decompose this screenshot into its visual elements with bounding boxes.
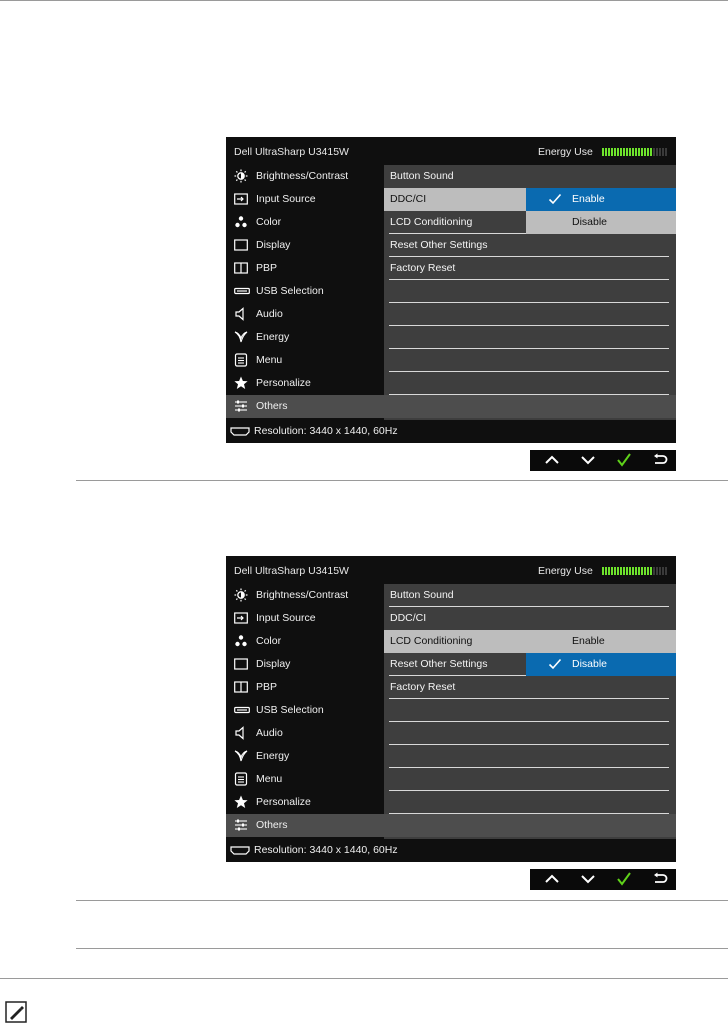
row-separator [389,302,669,303]
submenu-item-label: Reset Other Settings [390,658,488,670]
menu-item-pbp[interactable] [226,676,384,699]
down-button[interactable] [573,869,603,890]
display-icon [234,238,248,252]
energy-use-label: Energy Use [538,146,593,158]
submenu-item-button-sound[interactable] [384,584,676,607]
status-bar [226,420,676,443]
menu-item-input-source[interactable] [226,188,384,211]
main-menu [226,165,384,420]
menu-item-label: Brightness/Contrast [256,589,349,601]
section-divider [76,948,728,949]
menu-item-menu[interactable] [226,768,384,791]
menu-item-label: Menu [256,773,283,785]
menu-item-label: Others [256,400,288,412]
speaker-icon [234,726,248,740]
menu-item-label: Audio [256,308,283,320]
energy-leaf-icon [234,749,248,763]
menu-item-label: Brightness/Contrast [256,170,349,182]
down-arrow-icon [580,453,596,467]
submenu-item-label: LCD Conditioning [390,216,473,228]
check-icon [548,192,562,206]
menu-item-label: Personalize [256,377,311,389]
main-menu [226,584,384,839]
menu-item-label: Color [256,635,282,647]
menu-item-usb-selection[interactable] [226,699,384,722]
menu-item-label: Color [256,216,282,228]
menu-icon [234,772,248,786]
back-button[interactable] [645,450,675,471]
menu-item-label: Menu [256,354,283,366]
menu-item-label: PBP [256,681,278,693]
menu-item-label: Display [256,658,291,670]
hdmi-port-icon [230,427,250,436]
option-label: Disable [572,216,608,228]
submenu-item-label: DDC/CI [390,193,427,205]
submenu-item-lcd-conditioning[interactable] [384,630,526,653]
row-separator [389,744,669,745]
submenu-item-label: Button Sound [390,170,454,182]
menu-item-audio[interactable] [226,303,384,326]
row-separator [389,721,669,722]
menu-item-others[interactable] [226,814,676,837]
back-button[interactable] [645,869,675,890]
brightness-icon [234,169,248,183]
row-separator [389,348,669,349]
menu-item-input-source[interactable] [226,607,384,630]
menu-item-label: PBP [256,262,278,274]
menu-item-personalize[interactable] [226,372,384,395]
section-divider [0,978,728,979]
confirm-button[interactable] [609,869,639,890]
submenu-item-label: Button Sound [390,589,454,601]
back-icon [652,872,668,886]
osd-navigation-bar [530,450,676,471]
menu-item-brightness-contrast[interactable] [226,165,384,188]
submenu-item-factory-reset[interactable] [384,676,676,699]
row-separator [389,698,669,699]
menu-item-menu[interactable] [226,349,384,372]
menu-item-others[interactable] [226,395,676,418]
submenu-item-ddc-ci[interactable] [384,188,526,211]
energy-use-label: Energy Use [538,565,593,577]
confirm-button[interactable] [609,450,639,471]
row-separator [389,675,526,676]
brightness-icon [234,588,248,602]
up-arrow-icon [544,453,560,467]
section-divider [76,480,728,481]
resolution-label: Resolution: 3440 x 1440, 60Hz [254,844,398,856]
up-button[interactable] [537,450,567,471]
menu-item-label: Display [256,239,291,251]
note-icon [4,1000,28,1024]
menu-item-energy[interactable] [226,745,384,768]
submenu-item-label: DDC/CI [390,612,427,624]
row-separator [389,606,669,607]
menu-item-label: USB Selection [256,285,324,297]
row-separator [389,233,526,234]
menu-item-label: Energy [256,331,290,343]
usb-icon [234,703,248,717]
pbp-icon [234,261,248,275]
option-enable[interactable] [526,188,676,211]
speaker-icon [234,307,248,321]
up-button[interactable] [537,869,567,890]
submenu-item-label: Reset Other Settings [390,239,488,251]
down-button[interactable] [573,450,603,471]
row-separator [389,767,669,768]
down-arrow-icon [580,872,596,886]
menu-item-label: Energy [256,750,290,762]
check-icon [548,657,562,671]
menu-item-color[interactable] [226,211,384,234]
menu-item-display[interactable] [226,234,384,257]
submenu-item-label: LCD Conditioning [390,635,473,647]
osd-navigation-bar [530,869,676,890]
up-arrow-icon [544,872,560,886]
energy-use-meter [602,567,668,575]
menu-item-label: Input Source [256,612,316,624]
sliders-icon [234,818,248,832]
energy-use-meter [602,148,668,156]
usb-icon [234,284,248,298]
top-divider [0,0,728,1]
pbp-icon [234,680,248,694]
check-icon [616,872,632,886]
row-separator [389,790,669,791]
menu-item-personalize[interactable] [226,791,384,814]
menu-item-label: Audio [256,727,283,739]
sliders-icon [234,399,248,413]
option-label: Enable [572,635,605,647]
monitor-osd-screen [226,556,676,862]
row-separator [389,371,669,372]
resolution-label: Resolution: 3440 x 1440, 60Hz [254,425,398,437]
submenu-item-factory-reset[interactable] [384,257,676,280]
monitor-osd-screen [226,137,676,443]
menu-item-color[interactable] [226,630,384,653]
option-label: Enable [572,193,605,205]
menu-item-audio[interactable] [226,722,384,745]
option-disable[interactable] [526,653,676,676]
menu-item-usb-selection[interactable] [226,280,384,303]
option-enable[interactable] [526,630,676,653]
submenu-item-label: Factory Reset [390,262,456,274]
menu-item-energy[interactable] [226,326,384,349]
menu-item-display[interactable] [226,653,384,676]
status-bar [226,839,676,862]
color-icon [234,215,248,229]
row-separator [389,325,669,326]
row-separator [389,279,669,280]
menu-item-label: Input Source [256,193,316,205]
section-divider [76,900,728,901]
submenu-item-ddc-ci[interactable] [384,607,676,630]
back-icon [652,453,668,467]
menu-item-label: USB Selection [256,704,324,716]
submenu-item-button-sound[interactable] [384,165,676,188]
row-separator [389,256,669,257]
osd-title: Dell UltraSharp U3415W [234,146,349,158]
submenu-item-label: Factory Reset [390,681,456,693]
menu-item-pbp[interactable] [226,257,384,280]
input-source-icon [234,192,248,206]
hdmi-port-icon [230,846,250,855]
menu-item-label: Others [256,819,288,831]
check-icon [616,453,632,467]
option-disable[interactable] [526,211,676,234]
option-label: Disable [572,658,608,670]
menu-icon [234,353,248,367]
star-icon [234,795,248,809]
submenu-item-reset-other-settings[interactable] [384,234,676,257]
menu-item-label: Personalize [256,796,311,808]
display-icon [234,657,248,671]
input-source-icon [234,611,248,625]
star-icon [234,376,248,390]
energy-leaf-icon [234,330,248,344]
color-icon [234,634,248,648]
submenu-panel [384,584,676,839]
osd-title: Dell UltraSharp U3415W [234,565,349,577]
menu-item-brightness-contrast[interactable] [226,584,384,607]
